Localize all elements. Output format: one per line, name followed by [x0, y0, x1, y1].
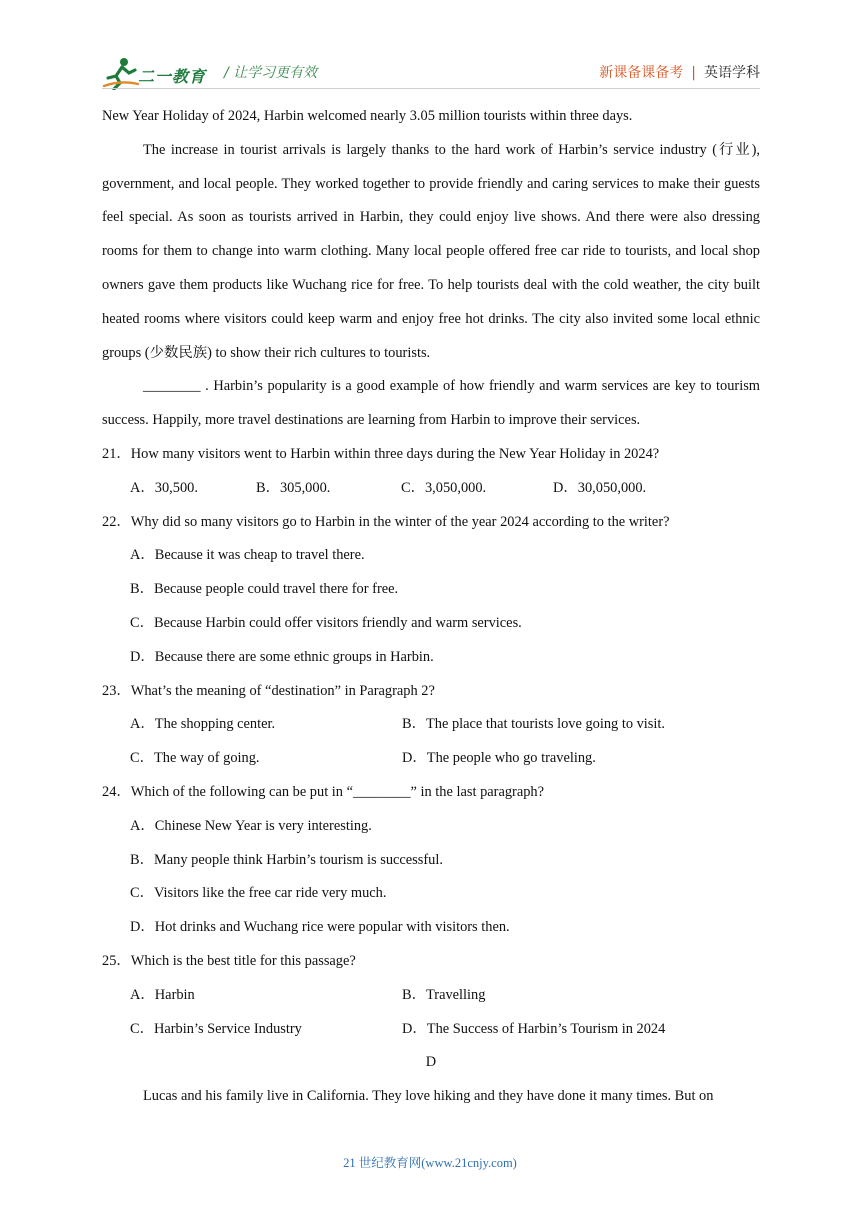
passage-paragraph-1-tail: New Year Holiday of 2024, Harbin welcomed nearly 3.05 million tourists within three days. — [102, 108, 633, 124]
page-header — [102, 56, 760, 92]
question-stem: 23．What’s the meaning of “destination” in Paragraph 2? — [102, 682, 435, 699]
section-heading-d: D — [425, 1054, 437, 1071]
options-row — [102, 1013, 760, 1047]
question-stem: 21．How many visitors went to Harbin within three days during the New Year Holiday in 2024? — [102, 445, 660, 462]
option-b: B．Travelling — [402, 986, 486, 1003]
question-stem: 22．Why did so many visitors go to Harbin in the winter of the year 2024 according to the writer? — [102, 513, 670, 530]
option-b: B．305,000. — [256, 479, 331, 496]
option-b: B．Because people could travel there for free. — [130, 581, 399, 598]
header-right — [599, 62, 760, 82]
header-course-label: 新课备课备考 — [599, 65, 684, 81]
option-c: C．3,050,000. — [401, 479, 487, 496]
question-22 — [102, 506, 760, 675]
option-a: A．30,500. — [130, 479, 198, 496]
header-slogan: / 让学习更有效 — [224, 65, 318, 81]
question-21 — [102, 438, 760, 506]
question-stem: 24．Which of the following can be put in “________” in the last paragraph? — [102, 783, 544, 800]
option-d: D．30,050,000. — [553, 479, 647, 496]
page-footer: 21 世纪教育网(www.21cnjy.com) — [343, 1156, 517, 1170]
options-row — [102, 742, 760, 776]
header-subject: 英语学科 — [704, 65, 760, 81]
option-c: C．Visitors like the free car ride very much. — [130, 885, 387, 902]
option-a: A．Harbin — [130, 986, 195, 1003]
options-row — [102, 472, 760, 506]
question-23 — [102, 675, 760, 776]
option-c: C．The way of going. — [130, 750, 260, 767]
option-d: D．The people who go traveling. — [402, 750, 596, 767]
option-b: B．The place that tourists love going to visit. — [402, 716, 665, 733]
option-d: D．The Success of Harbin’s Tourism in 2024 — [402, 1020, 666, 1037]
question-stem: 25．Which is the best title for this passage? — [102, 952, 356, 969]
option-c: C．Harbin’s Service Industry — [130, 1020, 302, 1037]
option-c: C．Because Harbin could offer visitors friendly and warm services. — [130, 614, 522, 631]
logo — [102, 56, 210, 90]
document-body — [102, 100, 760, 1114]
passage-paragraph-2: The increase in tourist arrivals is largely thanks to the hard work of Harbin’s service industry (行业), government, and local people. They worked together to provide friendly and caring services to make their guests feel special. As soon as tourists arrived in Harbin, they could enjoy live shows. And there were also dressing rooms for them to change into warm clothing. Many local people offered free car ride to tourists, and local shop owners gave them products like Wuchang rice for free. To help tourists deal with the cold weather, the city built heated rooms where visitors could keep warm and enjoy free hot drinks. The city also invited some local ethnic groups (少数民族) to show their rich cultures to tourists. — [102, 141, 760, 361]
question-25 — [102, 945, 760, 1046]
section-d-paragraph-1: Lucas and his family live in California. They love hiking and they have done it many times. But on — [143, 1088, 714, 1105]
options-row — [102, 708, 760, 742]
option-a: A．Chinese New Year is very interesting. — [130, 817, 372, 834]
option-b: B．Many people think Harbin’s tourism is successful. — [130, 851, 443, 868]
options-row — [102, 979, 760, 1013]
header-divider — [102, 88, 760, 89]
question-24 — [102, 776, 760, 945]
header-separator: | — [691, 65, 696, 81]
option-a: A．Because it was cheap to travel there. — [130, 547, 365, 564]
passage-paragraph-3: ________ . Harbin’s popularity is a good example of how friendly and warm services are key to tourism success. Happily, more travel destinations are learning from Harbin to improve their services. — [102, 378, 760, 429]
option-d: D．Hot drinks and Wuchang rice were popular with visitors then. — [130, 919, 510, 936]
logo-text: 二一教育 — [138, 67, 207, 86]
option-a: A．The shopping center. — [130, 716, 276, 733]
runner-logo-icon — [102, 56, 142, 90]
option-d: D．Because there are some ethnic groups in Harbin. — [130, 648, 434, 665]
